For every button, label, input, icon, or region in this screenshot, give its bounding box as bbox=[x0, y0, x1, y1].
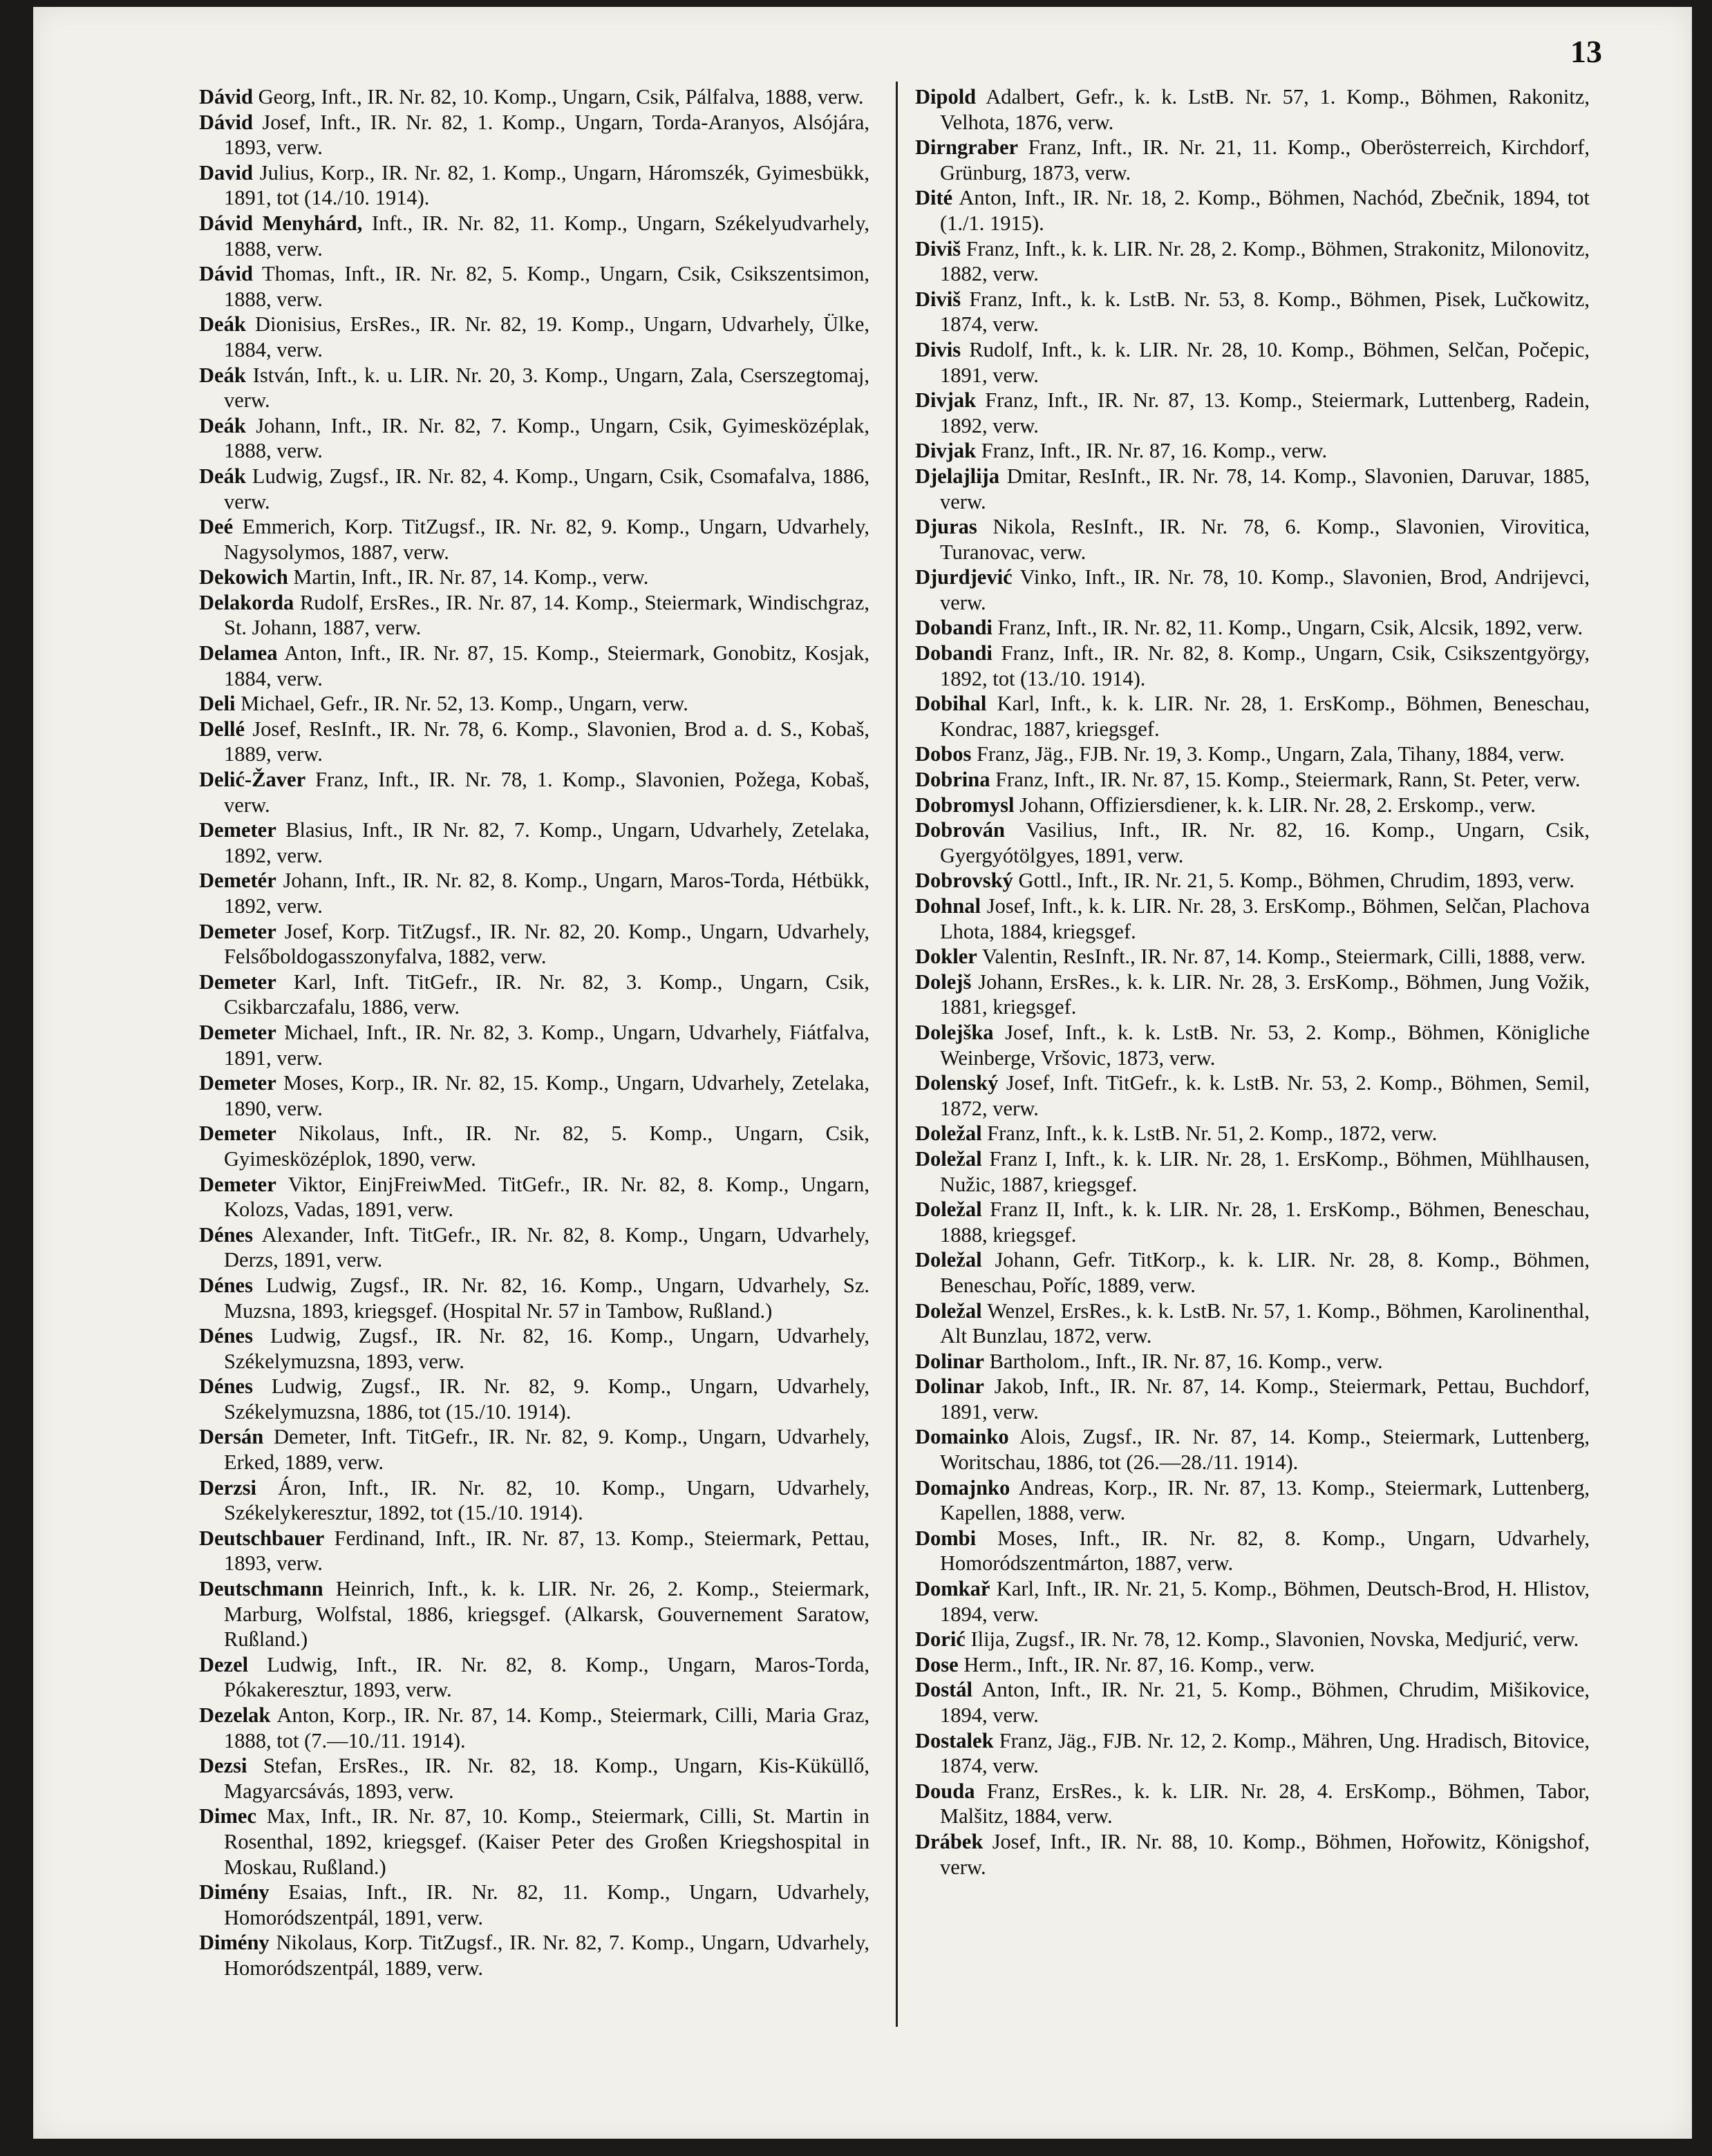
entry-surname: Domajnko bbox=[915, 1475, 1010, 1500]
casualty-entry bbox=[915, 691, 1590, 741]
casualty-entry bbox=[199, 1020, 869, 1070]
entry-details: Max, Inft., IR. Nr. 87, 10. Komp., Steiermark, Cilli, St. Martin in Rosenthal, 1892, kriegsgef. (Kaiser Peter des Großen Kriegshospital in Moskau, Rußland.) bbox=[224, 1804, 870, 1879]
casualty-entry bbox=[199, 1475, 869, 1526]
casualty-entry bbox=[199, 868, 869, 918]
entry-surname: Dolenský bbox=[915, 1071, 999, 1095]
entry-details: Franz, Inft., IR. Nr. 82, 11. Komp., Ungarn, Csik, Alcsik, 1892, verw. bbox=[997, 616, 1583, 640]
entry-details: Franz II, Inft., k. k. LIR. Nr. 28, 1. ErsKomp., Böhmen, Beneschau, 1888, kriegsgef. bbox=[940, 1198, 1590, 1247]
entry-details: Michael, Gefr., IR. Nr. 52, 13. Komp., Ungarn, verw. bbox=[241, 692, 688, 716]
entry-details: Johann, ErsRes., k. k. LIR. Nr. 28, 3. ErsKomp., Böhmen, Jung Vožik, 1881, kriegsgef. bbox=[940, 970, 1590, 1019]
casualty-entry bbox=[915, 236, 1590, 287]
entry-surname: Dose bbox=[915, 1652, 959, 1676]
entry-details: Alexander, Inft. TitGefr., IR. Nr. 82, 8. Komp., Ungarn, Udvarhely, Derzs, 1891, verw. bbox=[224, 1222, 869, 1272]
casualty-entry bbox=[915, 1475, 1590, 1526]
casualty-entry bbox=[199, 261, 869, 312]
entry-details: Thomas, Inft., IR. Nr. 82, 5. Komp., Ungarn, Csik, Csikszentsimon, 1888, verw. bbox=[224, 262, 869, 311]
entry-details: Rudolf, Inft., k. k. LIR. Nr. 28, 10. Komp., Böhmen, Selčan, Počepic, 1891, verw. bbox=[940, 337, 1590, 387]
entry-surname: Dirngraber bbox=[915, 135, 1019, 160]
entry-surname: Dolejška bbox=[915, 1020, 994, 1044]
entry-surname: Doležal bbox=[915, 1146, 982, 1171]
entry-details: Franz, Inft., IR. Nr. 78, 1. Komp., Slavonien, Požega, Kobaš, verw. bbox=[224, 768, 870, 817]
entry-surname: Delić-Žaver bbox=[199, 768, 306, 792]
entry-details: Johann, Inft., IR. Nr. 82, 7. Komp., Ungarn, Csik, Gyimesközéplak, 1888, verw. bbox=[224, 413, 870, 463]
entry-surname: Dellé bbox=[199, 717, 245, 741]
entry-surname: Djelajlija bbox=[915, 464, 999, 488]
entry-surname: Demeter bbox=[199, 1020, 276, 1044]
casualty-entry bbox=[915, 84, 1590, 135]
entry-surname: Dénes bbox=[199, 1222, 253, 1247]
document-page bbox=[33, 7, 1692, 2139]
entry-details: Johann, Inft., IR. Nr. 82, 8. Komp., Ungarn, Maros-Torda, Hétbükk, 1892, verw. bbox=[224, 869, 869, 918]
casualty-entry bbox=[199, 1652, 869, 1703]
entry-surname: Dobrován bbox=[915, 818, 1005, 842]
entry-surname: Douda bbox=[915, 1779, 975, 1803]
casualty-entry bbox=[199, 691, 869, 717]
casualty-entry bbox=[915, 1829, 1590, 1880]
entry-details: Karl, Inft., k. k. LIR. Nr. 28, 1. ErsKomp., Böhmen, Beneschau, Kondrac, 1887, kriegsgef. bbox=[940, 692, 1590, 741]
entry-details: Dionisius, ErsRes., IR. Nr. 82, 19. Komp., Ungarn, Udvarhely, Ülke, 1884, verw. bbox=[224, 312, 870, 361]
casualty-entry bbox=[915, 1247, 1590, 1298]
casualty-entry bbox=[915, 185, 1590, 236]
entry-details: Franz, ErsRes., k. k. LIR. Nr. 28, 4. ErsKomp., Böhmen, Tabor, Malšitz, 1884, verw. bbox=[940, 1779, 1590, 1828]
entry-details: Anton, Inft., IR. Nr. 18, 2. Komp., Böhmen, Nachód, Zbečnik, 1894, tot (1./1. 1915). bbox=[940, 186, 1590, 235]
entry-surname: Demeter bbox=[199, 818, 276, 842]
entry-details: Julius, Korp., IR. Nr. 82, 1. Komp., Ungarn, Háromszék, Gyimesbükk, 1891, tot (14./10. 1914). bbox=[224, 160, 870, 210]
casualty-entry bbox=[915, 1526, 1590, 1576]
entry-details: Josef, ResInft., IR. Nr. 78, 6. Komp., Slavonien, Brod a. d. S., Kobaš, 1889, verw. bbox=[224, 717, 870, 766]
casualty-entry bbox=[915, 641, 1590, 691]
casualty-entry bbox=[199, 312, 869, 362]
casualty-entry bbox=[915, 388, 1590, 438]
entry-surname: Deutschbauer bbox=[199, 1526, 325, 1550]
casualty-entry bbox=[915, 565, 1590, 615]
entry-details: Herm., Inft., IR. Nr. 87, 16. Komp., verw. bbox=[963, 1652, 1315, 1676]
entry-details: Valentin, ResInft., IR. Nr. 87, 14. Komp., Steiermark, Cilli, 1888, verw. bbox=[981, 945, 1586, 969]
entry-details: Ludwig, Zugsf., IR. Nr. 82, 16. Komp., Ungarn, Udvarhely, Sz. Muzsna, 1893, kriegsgef. (Hospital Nr. 57 in Tambow, Rußland.) bbox=[224, 1273, 870, 1323]
casualty-entry bbox=[915, 615, 1590, 641]
entry-details: Ferdinand, Inft., IR. Nr. 87, 13. Komp., Steiermark, Pettau, 1893, verw. bbox=[224, 1526, 869, 1576]
casualty-entry bbox=[199, 1526, 869, 1576]
entry-surname: Dobandi bbox=[915, 616, 993, 640]
entry-surname: Deák bbox=[199, 312, 246, 337]
casualty-entry bbox=[199, 211, 869, 261]
entry-surname: Demeter bbox=[199, 1172, 276, 1196]
casualty-entry bbox=[915, 767, 1590, 793]
entry-surname: Dezsi bbox=[199, 1754, 247, 1778]
entry-surname: Divjak bbox=[915, 439, 977, 463]
casualty-entry bbox=[915, 893, 1590, 944]
casualty-entry bbox=[915, 1652, 1590, 1678]
casualty-entry bbox=[915, 1374, 1590, 1424]
casualty-entry bbox=[199, 464, 869, 514]
entry-surname: Domainko bbox=[915, 1425, 1009, 1449]
entry-surname: Dobihal bbox=[915, 692, 987, 716]
entry-details: Jakob, Inft., IR. Nr. 87, 14. Komp., Steiermark, Pettau, Buchdorf, 1891, verw. bbox=[940, 1374, 1590, 1424]
entry-details: Josef, Inft., IR. Nr. 88, 10. Komp., Böhmen, Hořowitz, Königshof, verw. bbox=[940, 1829, 1590, 1879]
column-divider bbox=[896, 82, 898, 2027]
entry-details: Josef, Korp. TitZugsf., IR. Nr. 82, 20. Komp., Ungarn, Udvarhely, Felsőboldogasszonyfalva, 1882, verw. bbox=[224, 919, 870, 969]
casualty-entry bbox=[199, 413, 869, 464]
entry-details: Emmerich, Korp. TitZugsf., IR. Nr. 82, 9. Komp., Ungarn, Udvarhely, Nagysolymos, 1887, verw. bbox=[224, 515, 869, 564]
entry-surname: Dokler bbox=[915, 945, 977, 969]
entry-surname: Deák bbox=[199, 363, 246, 387]
entry-surname: Dávid Menyhárd, bbox=[199, 211, 363, 235]
entry-details: István, Inft., k. u. LIR. Nr. 20, 3. Komp., Ungarn, Zala, Cserszegtomaj, verw. bbox=[224, 363, 869, 413]
entry-details: Franz, Inft., IR. Nr. 87, 15. Komp., Steiermark, Rann, St. Peter, verw. bbox=[995, 768, 1581, 792]
entry-details: Ludwig, Zugsf., IR. Nr. 82, 4. Komp., Ungarn, Csik, Csomafalva, 1886, verw. bbox=[224, 464, 870, 513]
casualty-entry bbox=[199, 1576, 869, 1652]
casualty-entry bbox=[915, 868, 1590, 893]
entry-details: Nikola, ResInft., IR. Nr. 78, 6. Komp., Slavonien, Virovitica, Turanovac, verw. bbox=[940, 515, 1590, 564]
entry-surname: Diviš bbox=[915, 236, 961, 261]
casualty-entry bbox=[915, 1298, 1590, 1349]
entry-details: Adalbert, Gefr., k. k. LstB. Nr. 57, 1. Komp., Böhmen, Rakonitz, Velhota, 1876, verw. bbox=[940, 85, 1590, 134]
entry-surname: Deli bbox=[199, 692, 236, 716]
entry-surname: Divis bbox=[915, 337, 961, 361]
left-column bbox=[199, 84, 869, 1981]
casualty-entry bbox=[915, 1576, 1590, 1627]
casualty-entry bbox=[915, 793, 1590, 818]
entry-details: Inft., IR. Nr. 82, 11. Komp., Ungarn, Székelyudvarhely, 1888, verw. bbox=[224, 211, 869, 261]
entry-surname: Dávid bbox=[199, 110, 253, 134]
casualty-entry bbox=[199, 641, 869, 691]
casualty-entry bbox=[199, 84, 869, 110]
entry-details: Anton, Inft., IR. Nr. 87, 15. Komp., Steiermark, Gonobitz, Kosjak, 1884, verw. bbox=[224, 641, 869, 690]
entry-surname: Dité bbox=[915, 186, 953, 210]
entry-details: Karl, Inft., IR. Nr. 21, 5. Komp., Böhmen, Deutsch-Brod, H. Hlistov, 1894, verw. bbox=[940, 1577, 1590, 1626]
entry-surname: Demeter bbox=[199, 919, 276, 943]
casualty-entry bbox=[915, 1349, 1590, 1374]
casualty-entry bbox=[915, 438, 1590, 464]
entry-details: Franz, Jäg., FJB. Nr. 12, 2. Komp., Mähren, Ung. Hradisch, Bitovice, 1874, verw. bbox=[940, 1728, 1590, 1778]
casualty-entry bbox=[199, 1222, 869, 1273]
entry-surname: Domkař bbox=[915, 1577, 990, 1601]
entry-surname: Diviš bbox=[915, 287, 961, 311]
entry-surname: Doležal bbox=[915, 1248, 982, 1272]
right-column bbox=[915, 84, 1590, 1880]
entry-surname: Dénes bbox=[199, 1374, 253, 1399]
entry-details: Anton, Inft., IR. Nr. 21, 5. Komp., Böhmen, Chrudim, Mišikovice, 1894, verw. bbox=[940, 1678, 1590, 1727]
entry-surname: Dávid bbox=[199, 85, 253, 108]
entry-details: Nikolaus, Inft., IR. Nr. 82, 5. Komp., Ungarn, Csik, Gyimesközéplok, 1890, verw. bbox=[224, 1122, 870, 1171]
casualty-entry bbox=[199, 767, 869, 817]
entry-details: Demeter, Inft. TitGefr., IR. Nr. 82, 9. Komp., Ungarn, Udvarhely, Erked, 1889, verw. bbox=[224, 1425, 869, 1475]
entry-surname: Derzsi bbox=[199, 1475, 256, 1500]
entry-details: Josef, Inft. TitGefr., k. k. LstB. Nr. 53, 2. Komp., Böhmen, Semil, 1872, verw. bbox=[940, 1071, 1590, 1120]
casualty-entry bbox=[915, 1627, 1590, 1652]
casualty-entry bbox=[199, 1753, 869, 1804]
entry-details: Dmitar, ResInft., IR. Nr. 78, 14. Komp., Slavonien, Daruvar, 1885, verw. bbox=[940, 464, 1590, 513]
entry-details: Josef, Inft., k. k. LstB. Nr. 53, 2. Komp., Böhmen, Königliche Weinberge, Vršovic, 1873, verw. bbox=[940, 1020, 1590, 1070]
entry-surname: Delamea bbox=[199, 641, 278, 665]
casualty-entry bbox=[199, 363, 869, 413]
entry-surname: Deé bbox=[199, 515, 234, 539]
entry-surname: Dimény bbox=[199, 1931, 270, 1955]
entry-surname: Drábek bbox=[915, 1829, 984, 1853]
casualty-entry bbox=[915, 1070, 1590, 1121]
entry-surname: Dobandi bbox=[915, 641, 993, 665]
casualty-entry bbox=[199, 1070, 869, 1121]
casualty-entry bbox=[915, 1677, 1590, 1728]
entry-details: Esaias, Inft., IR. Nr. 82, 11. Komp., Ungarn, Udvarhely, Homoródszentpál, 1891, verw. bbox=[224, 1880, 870, 1929]
casualty-entry bbox=[915, 817, 1590, 868]
entry-details: Stefan, ErsRes., IR. Nr. 82, 18. Komp., Ungarn, Kis-Küküllő, Magyarcsávás, 1893, verw. bbox=[224, 1754, 870, 1803]
casualty-entry bbox=[915, 287, 1590, 337]
entry-surname: Dénes bbox=[199, 1273, 253, 1297]
entry-surname: Dolinar bbox=[915, 1374, 984, 1399]
entry-surname: Dénes bbox=[199, 1324, 253, 1348]
entry-surname: Dostál bbox=[915, 1678, 973, 1702]
casualty-entry bbox=[915, 1728, 1590, 1779]
casualty-entry bbox=[915, 970, 1590, 1020]
casualty-entry bbox=[199, 1703, 869, 1753]
casualty-entry bbox=[915, 464, 1590, 514]
casualty-entry bbox=[199, 590, 869, 641]
entry-details: Ilija, Zugsf., IR. Nr. 78, 12. Komp., Slavonien, Novska, Medjurić, verw. bbox=[970, 1627, 1579, 1652]
casualty-entry bbox=[199, 514, 869, 565]
casualty-entry bbox=[199, 1424, 869, 1475]
entry-details: Michael, Inft., IR. Nr. 82, 3. Komp., Ungarn, Udvarhely, Fiátfalva, 1891, verw. bbox=[224, 1020, 870, 1070]
casualty-entry bbox=[199, 817, 869, 868]
page-number: 13 bbox=[1570, 34, 1602, 69]
casualty-entry bbox=[199, 1804, 869, 1880]
entry-surname: Dekowich bbox=[199, 565, 288, 589]
entry-surname: Dimény bbox=[199, 1880, 270, 1904]
casualty-entry bbox=[199, 110, 869, 160]
entry-surname: Dipold bbox=[915, 85, 977, 108]
casualty-entry bbox=[915, 1197, 1590, 1247]
entry-surname: Dostalek bbox=[915, 1728, 994, 1752]
entry-details: Ludwig, Inft., IR. Nr. 82, 8. Komp., Ungarn, Maros-Torda, Pókakeresztur, 1893, verw. bbox=[224, 1652, 869, 1702]
casualty-entry bbox=[915, 944, 1590, 970]
entry-details: Franz, Inft., k. k. LstB. Nr. 53, 8. Komp., Böhmen, Pisek, Lučkowitz, 1874, verw. bbox=[940, 287, 1590, 337]
entry-surname: Demeter bbox=[199, 1071, 276, 1095]
entry-details: Moses, Korp., IR. Nr. 82, 15. Komp., Ungarn, Udvarhely, Zetelaka, 1890, verw. bbox=[224, 1071, 869, 1120]
entry-surname: Dezel bbox=[199, 1652, 249, 1676]
casualty-entry bbox=[199, 717, 869, 767]
entry-details: Rudolf, ErsRes., IR. Nr. 87, 14. Komp., Steiermark, Windischgraz, St. Johann, 1887, verw. bbox=[224, 590, 870, 640]
entry-details: Franz, Inft., IR. Nr. 87, 13. Komp., Steiermark, Luttenberg, Radein, 1892, verw. bbox=[940, 388, 1590, 437]
entry-surname: Doležal bbox=[915, 1122, 982, 1146]
entry-surname: Delakorda bbox=[199, 590, 294, 614]
entry-surname: Djuras bbox=[915, 515, 977, 539]
entry-surname: David bbox=[199, 160, 253, 185]
entry-details: Vinko, Inft., IR. Nr. 78, 10. Komp., Slavonien, Brod, Andrijevci, verw. bbox=[940, 565, 1590, 614]
entry-details: Franz, Inft., k. k. LIR. Nr. 28, 2. Komp., Böhmen, Strakonitz, Milonovitz, 1882, verw. bbox=[940, 236, 1590, 286]
entry-surname: Dersán bbox=[199, 1425, 264, 1449]
entry-surname: Deák bbox=[199, 464, 246, 488]
entry-surname: Demeter bbox=[199, 970, 276, 994]
entry-details: Wenzel, ErsRes., k. k. LstB. Nr. 57, 1. Komp., Böhmen, Karolinenthal, Alt Bunzlau, 1872, verw. bbox=[940, 1298, 1590, 1348]
casualty-entry bbox=[199, 919, 869, 970]
casualty-entry bbox=[915, 1424, 1590, 1475]
entry-details: Martin, Inft., IR. Nr. 87, 14. Komp., verw. bbox=[293, 565, 649, 589]
entry-details: Franz, Inft., IR. Nr. 87, 16. Komp., verw. bbox=[981, 439, 1328, 463]
entry-details: Áron, Inft., IR. Nr. 82, 10. Komp., Ungarn, Udvarhely, Székelykeresztur, 1892, tot (15./10. 1914). bbox=[224, 1475, 869, 1525]
casualty-entry bbox=[915, 741, 1590, 767]
casualty-entry bbox=[199, 1323, 869, 1374]
entry-details: Gottl., Inft., IR. Nr. 21, 5. Komp., Böhmen, Chrudim, 1893, verw. bbox=[1018, 869, 1574, 893]
casualty-entry bbox=[915, 337, 1590, 388]
casualty-entry bbox=[915, 514, 1590, 565]
entry-details: Moses, Inft., IR. Nr. 82, 8. Komp., Ungarn, Udvarhely, Homoródszentmárton, 1887, verw. bbox=[940, 1526, 1590, 1576]
entry-surname: Deutschmann bbox=[199, 1577, 323, 1601]
entry-surname: Doležal bbox=[915, 1198, 982, 1222]
entry-surname: Dombi bbox=[915, 1526, 977, 1550]
casualty-entry bbox=[915, 135, 1590, 185]
entry-surname: Dolinar bbox=[915, 1349, 984, 1373]
entry-surname: Doležal bbox=[915, 1298, 982, 1323]
entry-surname: Dobromysl bbox=[915, 793, 1015, 817]
entry-details: Bartholom., Inft., IR. Nr. 87, 16. Komp., verw. bbox=[989, 1349, 1383, 1373]
entry-details: Franz, Inft., IR. Nr. 21, 11. Komp., Oberösterreich, Kirchdorf, Grünburg, 1873, verw. bbox=[940, 135, 1590, 185]
entry-details: Franz, Inft., IR. Nr. 82, 8. Komp., Ungarn, Csik, Csikszentgyörgy, 1892, tot (13./10. 1914). bbox=[940, 641, 1590, 690]
entry-surname: Divjak bbox=[915, 388, 977, 413]
entry-details: Karl, Inft. TitGefr., IR. Nr. 82, 3. Komp., Ungarn, Csik, Csikbarczafalu, 1886, verw. bbox=[224, 970, 869, 1019]
entry-details: Josef, Inft., IR. Nr. 82, 1. Komp., Ungarn, Torda-Aranyos, Alsójára, 1893, verw. bbox=[224, 110, 869, 160]
entry-details: Vasilius, Inft., IR. Nr. 82, 16. Komp., Ungarn, Csik, Gyergyótölgyes, 1891, verw. bbox=[940, 818, 1590, 867]
casualty-entry bbox=[199, 1930, 869, 1980]
entry-details: Andreas, Korp., IR. Nr. 87, 13. Komp., Steiermark, Luttenberg, Kapellen, 1888, verw. bbox=[940, 1475, 1590, 1525]
entry-details: Viktor, EinjFreiwMed. TitGefr., IR. Nr. 82, 8. Komp., Ungarn, Kolozs, Vadas, 1891, verw. bbox=[224, 1172, 870, 1222]
casualty-entry bbox=[199, 970, 869, 1020]
entry-details: Georg, Inft., IR. Nr. 82, 10. Komp., Ungarn, Csik, Pálfalva, 1888, verw. bbox=[258, 85, 864, 108]
casualty-entry bbox=[915, 1121, 1590, 1146]
entry-surname: Dezelak bbox=[199, 1703, 271, 1727]
entry-surname: Dohnal bbox=[915, 894, 981, 918]
entry-surname: Demeter bbox=[199, 1122, 276, 1146]
entry-details: Anton, Korp., IR. Nr. 87, 14. Komp., Steiermark, Cilli, Maria Graz, 1888, tot (7.—10./11. 1914). bbox=[224, 1703, 869, 1752]
entry-surname: Dimec bbox=[199, 1804, 256, 1828]
entry-details: Franz, Jäg., FJB. Nr. 19, 3. Komp., Ungarn, Zala, Tihany, 1884, verw. bbox=[976, 742, 1565, 766]
entry-details: Ludwig, Zugsf., IR. Nr. 82, 16. Komp., Ungarn, Udvarhely, Székelymuzsna, 1893, verw. bbox=[224, 1324, 869, 1373]
entry-details: Ludwig, Zugsf., IR. Nr. 82, 9. Komp., Ungarn, Udvarhely, Székelymuzsna, 1886, tot (15./10. 1914). bbox=[224, 1374, 870, 1424]
casualty-entry bbox=[199, 160, 869, 211]
entry-surname: Demetér bbox=[199, 869, 276, 893]
entry-surname: Dobrovský bbox=[915, 869, 1013, 893]
entry-details: Nikolaus, Korp. TitZugsf., IR. Nr. 82, 7. Komp., Ungarn, Udvarhely, Homoródszentpál, 1889, verw. bbox=[224, 1931, 870, 1980]
casualty-entry bbox=[199, 1172, 869, 1222]
entry-surname: Dobos bbox=[915, 742, 972, 766]
casualty-entry bbox=[915, 1146, 1590, 1197]
casualty-entry bbox=[199, 1121, 869, 1171]
casualty-entry bbox=[199, 1273, 869, 1323]
entry-details: Johann, Gefr. TitKorp., k. k. LIR. Nr. 28, 8. Komp., Böhmen, Beneschau, Poříc, 1889, verw. bbox=[940, 1248, 1590, 1297]
entry-surname: Deák bbox=[199, 413, 246, 437]
entry-surname: Dorić bbox=[915, 1627, 966, 1652]
casualty-entry bbox=[915, 1779, 1590, 1829]
casualty-entry bbox=[199, 1374, 869, 1424]
entry-details: Franz, Inft., k. k. LstB. Nr. 51, 2. Komp., 1872, verw. bbox=[987, 1122, 1438, 1146]
entry-surname: Djurdjević bbox=[915, 565, 1013, 589]
entry-details: Heinrich, Inft., k. k. LIR. Nr. 26, 2. Komp., Steiermark, Marburg, Wolfstal, 1886, kriegsgef. (Alkarsk, Gouvernement Saratow, Rußland.) bbox=[224, 1577, 869, 1652]
entry-details: Josef, Inft., k. k. LIR. Nr. 28, 3. ErsKomp., Böhmen, Selčan, Plachova Lhota, 1884, kriegsgef. bbox=[940, 894, 1590, 943]
entry-surname: Dolejš bbox=[915, 970, 972, 994]
entry-details: Franz I, Inft., k. k. LIR. Nr. 28, 1. ErsKomp., Böhmen, Mühlhausen, Nužic, 1887, kriegsgef. bbox=[940, 1146, 1590, 1196]
entry-details: Johann, Offiziersdiener, k. k. LIR. Nr. 28, 2. Erskomp., verw. bbox=[1019, 793, 1536, 817]
entry-details: Blasius, Inft., IR Nr. 82, 7. Komp., Ungarn, Udvarhely, Zetelaka, 1892, verw. bbox=[224, 818, 869, 867]
entry-surname: Dobrina bbox=[915, 768, 990, 792]
entry-details: Alois, Zugsf., IR. Nr. 87, 14. Komp., Steiermark, Luttenberg, Woritschau, 1886, tot (26.—28./11. 1914). bbox=[940, 1425, 1590, 1475]
entry-surname: Dávid bbox=[199, 262, 253, 286]
casualty-entry bbox=[915, 1020, 1590, 1070]
casualty-entry bbox=[199, 565, 869, 590]
casualty-entry bbox=[199, 1880, 869, 1930]
